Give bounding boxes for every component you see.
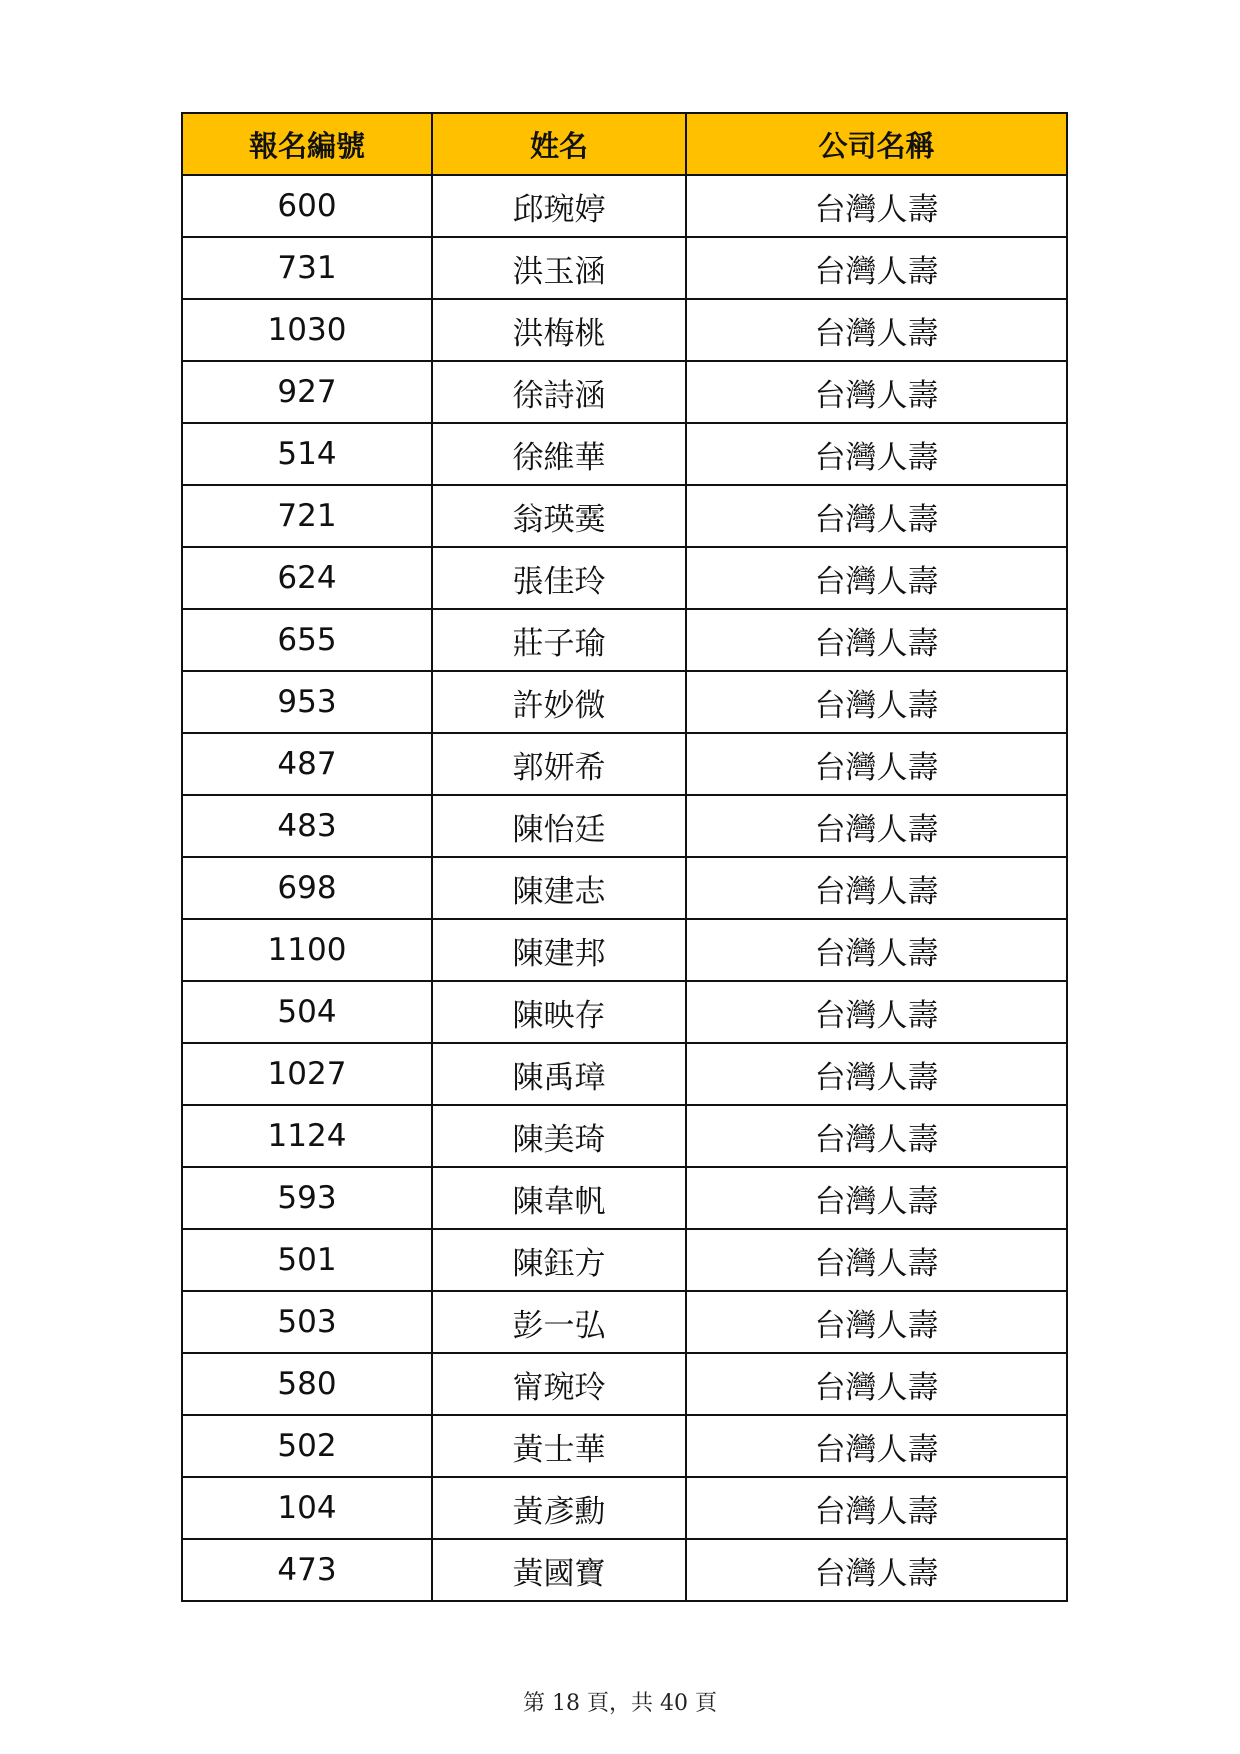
registration-number-cell: 927 [182, 361, 432, 423]
registration-number-cell: 953 [182, 671, 432, 733]
registration-number-cell: 721 [182, 485, 432, 547]
name-cell: 陳禹璋 [432, 1043, 686, 1105]
registration-number-cell: 593 [182, 1167, 432, 1229]
company-name-cell: 台灣人壽 [686, 981, 1067, 1043]
table-row [182, 1291, 1067, 1353]
company-name-cell: 台灣人壽 [686, 919, 1067, 981]
name-cell: 莊子瑜 [432, 609, 686, 671]
table-row [182, 795, 1067, 857]
table-row [182, 1539, 1067, 1601]
company-name-cell: 台灣人壽 [686, 1105, 1067, 1167]
table-row [182, 485, 1067, 547]
table-row [182, 671, 1067, 733]
company-name-cell: 台灣人壽 [686, 1539, 1067, 1601]
table-row [182, 299, 1067, 361]
table-row [182, 919, 1067, 981]
registration-number-cell: 501 [182, 1229, 432, 1291]
name-cell: 黃彥勳 [432, 1477, 686, 1539]
registration-number-cell: 1100 [182, 919, 432, 981]
company-name-cell: 台灣人壽 [686, 1167, 1067, 1229]
name-cell: 徐維華 [432, 423, 686, 485]
name-cell: 陳鈺方 [432, 1229, 686, 1291]
company-name-cell: 台灣人壽 [686, 1353, 1067, 1415]
table-row [182, 1353, 1067, 1415]
company-name-cell: 台灣人壽 [686, 485, 1067, 547]
table-row [182, 1229, 1067, 1291]
table-row [182, 1167, 1067, 1229]
table-row [182, 1477, 1067, 1539]
company-name-cell: 台灣人壽 [686, 361, 1067, 423]
registration-number-cell: 600 [182, 175, 432, 237]
table-row [182, 1105, 1067, 1167]
table-body [182, 175, 1067, 1601]
company-name-cell: 台灣人壽 [686, 299, 1067, 361]
header-registration-number: 報名編號 [182, 113, 432, 175]
registration-number-cell: 580 [182, 1353, 432, 1415]
name-cell: 陳美琦 [432, 1105, 686, 1167]
name-cell: 張佳玲 [432, 547, 686, 609]
table-row [182, 361, 1067, 423]
company-name-cell: 台灣人壽 [686, 795, 1067, 857]
name-cell: 許妙微 [432, 671, 686, 733]
company-name-cell: 台灣人壽 [686, 237, 1067, 299]
table-row [182, 981, 1067, 1043]
table-row [182, 1043, 1067, 1105]
registration-number-cell: 487 [182, 733, 432, 795]
table-row [182, 175, 1067, 237]
table-row [182, 547, 1067, 609]
company-name-cell: 台灣人壽 [686, 1415, 1067, 1477]
company-name-cell: 台灣人壽 [686, 1291, 1067, 1353]
company-name-cell: 台灣人壽 [686, 609, 1067, 671]
roster-table [181, 112, 1068, 1602]
name-cell: 陳映存 [432, 981, 686, 1043]
registration-number-cell: 731 [182, 237, 432, 299]
name-cell: 郭妍希 [432, 733, 686, 795]
header-row [182, 113, 1067, 175]
name-cell: 陳韋帆 [432, 1167, 686, 1229]
company-name-cell: 台灣人壽 [686, 671, 1067, 733]
name-cell: 徐詩涵 [432, 361, 686, 423]
name-cell: 陳建邦 [432, 919, 686, 981]
registration-number-cell: 624 [182, 547, 432, 609]
name-cell: 翁瑛霙 [432, 485, 686, 547]
name-cell: 甯琬玲 [432, 1353, 686, 1415]
registration-number-cell: 483 [182, 795, 432, 857]
company-name-cell: 台灣人壽 [686, 547, 1067, 609]
header-name: 姓名 [432, 113, 686, 175]
registration-number-cell: 503 [182, 1291, 432, 1353]
name-cell: 陳建志 [432, 857, 686, 919]
company-name-cell: 台灣人壽 [686, 733, 1067, 795]
name-cell: 彭一弘 [432, 1291, 686, 1353]
company-name-cell: 台灣人壽 [686, 1477, 1067, 1539]
company-name-cell: 台灣人壽 [686, 1229, 1067, 1291]
name-cell: 洪梅桃 [432, 299, 686, 361]
registration-number-cell: 473 [182, 1539, 432, 1601]
company-name-cell: 台灣人壽 [686, 1043, 1067, 1105]
registration-number-cell: 655 [182, 609, 432, 671]
company-name-cell: 台灣人壽 [686, 175, 1067, 237]
registration-number-cell: 514 [182, 423, 432, 485]
registration-number-cell: 1027 [182, 1043, 432, 1105]
table-row [182, 423, 1067, 485]
name-cell: 洪玉涵 [432, 237, 686, 299]
name-cell: 陳怡廷 [432, 795, 686, 857]
header-company-name: 公司名稱 [686, 113, 1067, 175]
table-row [182, 609, 1067, 671]
page-number-footer: 第 18 頁，共 40 頁 [523, 1691, 717, 1716]
registration-number-cell: 698 [182, 857, 432, 919]
table-row [182, 237, 1067, 299]
table-row [182, 733, 1067, 795]
registration-number-cell: 502 [182, 1415, 432, 1477]
name-cell: 黃國寶 [432, 1539, 686, 1601]
registration-number-cell: 104 [182, 1477, 432, 1539]
registration-number-cell: 504 [182, 981, 432, 1043]
company-name-cell: 台灣人壽 [686, 423, 1067, 485]
name-cell: 邱琬婷 [432, 175, 686, 237]
table-header [182, 113, 1067, 175]
company-name-cell: 台灣人壽 [686, 857, 1067, 919]
name-cell: 黃士華 [432, 1415, 686, 1477]
registration-number-cell: 1030 [182, 299, 432, 361]
table-row [182, 1415, 1067, 1477]
registration-number-cell: 1124 [182, 1105, 432, 1167]
table-row [182, 857, 1067, 919]
